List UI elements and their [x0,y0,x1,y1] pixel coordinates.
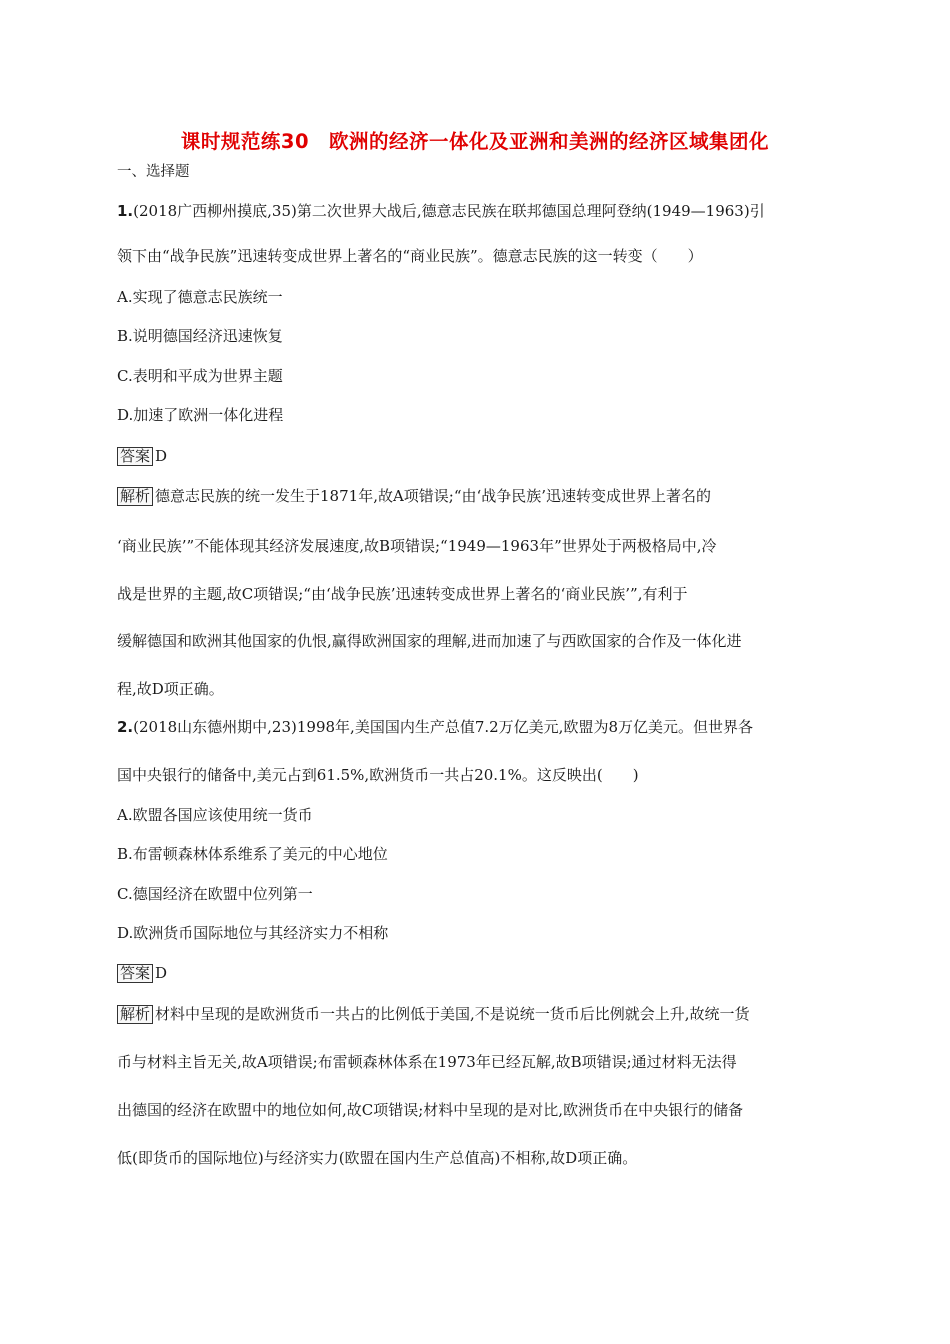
question-2-analysis-line-4: 低(即货币的国际地位)与经济实力(欧盟在国内生产总值高)不相称,故D项正确。 [117,1149,638,1167]
answer-label: 答案 [117,447,153,466]
question-1-option-a: A.实现了德意志民族统一 [117,288,283,306]
page-title: 课时规范练30 欧洲的经济一体化及亚洲和美洲的经济区域集团化 [180,130,770,153]
question-2-stem-line-1 [117,717,753,737]
question-2-analysis-line-1 [117,1004,750,1024]
section-heading: 一、选择题 [117,164,190,180]
analysis-text: 德意志民族的统一发生于1871年,故A项错误;“由‘战争民族’迅速转变成世界上著名的 [155,487,712,505]
analysis-text: 材料中呈现的是欧洲货币一共占的比例低于美国,不是说统一货币后比例就会上升,故统一货 [155,1005,750,1023]
question-1-answer [117,446,167,466]
question-1-stem-text-1: (2018广西柳州摸底,35)第二次世界大战后,德意志民族在联邦德国总理阿登纳(1949—1963)引 [133,202,765,220]
question-2-number: 2. [117,718,134,736]
question-2-option-b: B.布雷顿森林体系维系了美元的中心地位 [117,845,388,863]
question-1-analysis-line-3: 战是世界的主题,故C项错误;“由‘战争民族’迅速转变成世界上著名的‘商业民族’”,有利于 [117,585,688,603]
question-1-analysis-line-1 [117,486,711,506]
question-1-option-c: C.表明和平成为世界主题 [117,367,283,385]
question-1-option-d: D.加速了欧洲一体化进程 [117,406,284,424]
question-1-stem-line-1 [117,201,765,221]
analysis-label: 解析 [117,1005,153,1024]
question-2-answer [117,963,167,983]
analysis-label: 解析 [117,487,153,506]
question-1-option-b: B.说明德国经济迅速恢复 [117,327,283,345]
question-1-number: 1. [117,202,134,220]
question-2-stem-line-2: 国中央银行的储备中,美元占到61.5%,欧洲货币一共占20.1%。这反映出( ) [117,766,639,784]
answer-label: 答案 [117,964,153,983]
question-2-option-c: C.德国经济在欧盟中位列第一 [117,885,313,903]
answer-value: D [155,964,168,982]
question-1-analysis-line-2: ‘商业民族’”不能体现其经济发展速度,故B项错误;“1949—1963年”世界处于两极格局中,冷 [117,537,717,555]
question-2-analysis-line-2: 币与材料主旨无关,故A项错误;布雷顿森林体系在1973年已经瓦解,故B项错误;通过材料无法得 [117,1053,737,1071]
question-1-analysis-line-4: 缓解德国和欧洲其他国家的仇恨,赢得欧洲国家的理解,进而加速了与西欧国家的合作及一体化进 [117,632,742,650]
answer-value: D [155,447,168,465]
question-2-option-d: D.欧洲货币国际地位与其经济实力不相称 [117,924,389,942]
question-2-option-a: A.欧盟各国应该使用统一货币 [117,806,313,824]
question-1-stem-line-2: 领下由“战争民族”迅速转变成世界上著名的“商业民族”。德意志民族的这一转变（ ） [117,247,703,265]
question-2-stem-text-1: (2018山东德州期中,23)1998年,美国国内生产总值7.2万亿美元,欧盟为8万亿美元。但世界各 [133,718,753,736]
question-2-analysis-line-3: 出德国的经济在欧盟中的地位如何,故C项错误;材料中呈现的是对比,欧洲货币在中央银行的储备 [117,1101,744,1119]
question-1-analysis-line-5: 程,故D项正确。 [117,680,224,698]
